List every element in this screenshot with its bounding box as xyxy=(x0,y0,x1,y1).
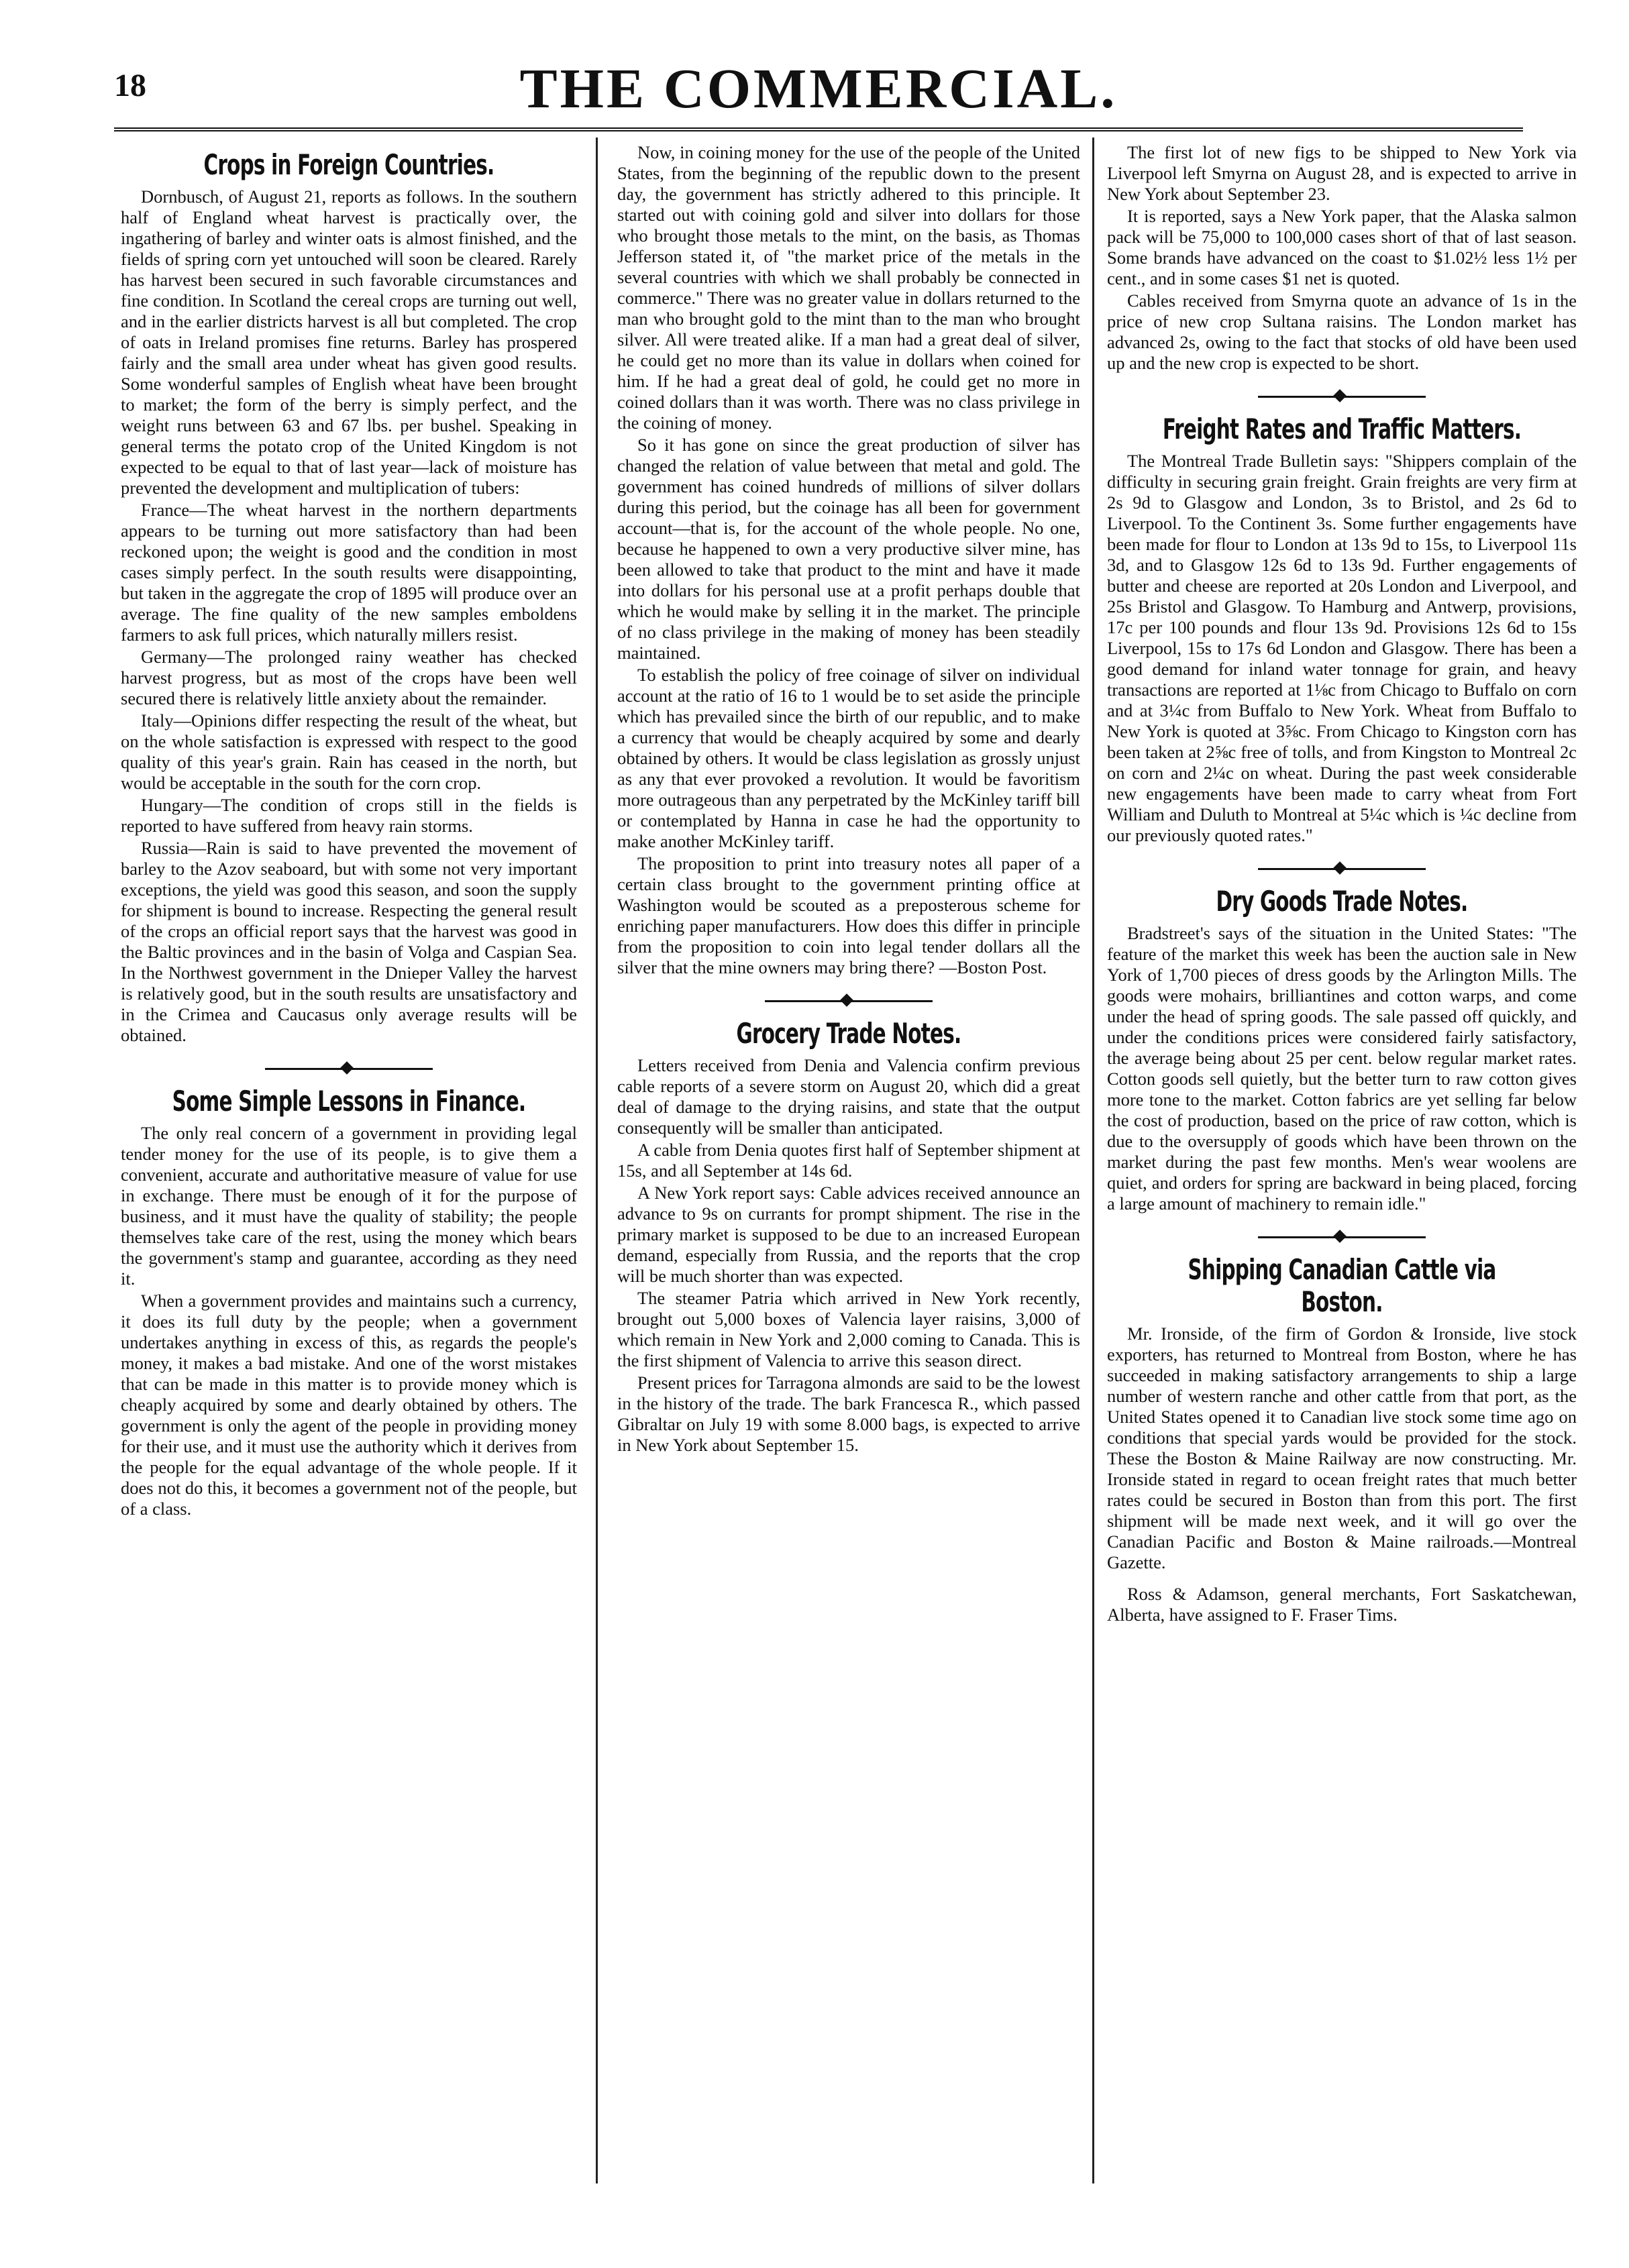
article-title: Freight Rates and Traffic Matters. xyxy=(1162,413,1522,445)
paragraph: France—The wheat harvest in the northern departments appears to be turning out more satisfactory than had been reckoned upon; the weight is good and the condition in most cases simply perfect. In the south results were disappointing, but taken in the aggregate the crop of 1895 will produce over an average. The fine quality of the new samples emboldens farmers to ask full prices, which naturally millers resist. xyxy=(121,500,577,645)
article-title: Some Simple Lessons in Finance. xyxy=(172,1085,526,1118)
column-2 xyxy=(617,142,1080,2181)
paragraph: Ross & Adamson, general merchants, Fort Saskatchewan, Alberta, have assigned to F. Fraser Tims. xyxy=(1107,1584,1577,1625)
paragraph: It is reported, says a New York paper, that the Alaska salmon pack will be 75,000 to 100,000 cases short of that of last season. Some brands have advanced on the coast to $1.02½ less 1½ per cent., and in some cases $1 net is quoted. xyxy=(1107,206,1577,288)
section-divider xyxy=(617,990,1080,1011)
column-1 xyxy=(121,142,577,2181)
paragraph: The only real concern of a government in providing legal tender money for the use of its people, is to give them a convenient, accurate and authoritative measure of value for use in exchange. There must be enough of it for the purpose of business, and it must have the quality of stability; the people themselves take care of the rest, using the money which bears the government's stamp and guarantee, according as they need it. xyxy=(121,1123,577,1289)
article-title: Dry Goods Trade Notes. xyxy=(1216,885,1468,918)
paragraph: Germany—The prolonged rainy weather has checked harvest progress, but as most of the crops have been well secured there is relatively little anxiety about the remainder. xyxy=(121,647,577,708)
article-crops xyxy=(121,149,577,1046)
article-freight xyxy=(1107,413,1577,846)
section-divider xyxy=(121,1058,577,1079)
masthead-rule xyxy=(114,127,1523,131)
paragraph: When a government provides and maintains such a currency, it does its full duty by the people; when a government undertakes anything in excess of this, as regards the people's money, it makes a bad mistake. And one of the worst mistakes that can be made in this matter is to provide money which is cheaply acquired by some and dearly obtained by others. The government is only the agent of the people in providing money for their use, and it must use the authority which it derives from the people for the equal advantage of the whole people. If it does not do this, it becomes a government not of the people, but of a class. xyxy=(121,1291,577,1519)
paragraph: The proposition to print into treasury notes all paper of a certain class brought to the government printing office at Washington would be scouted as a preposterous scheme for enriching paper manufacturers. How does this differ in principle from the proposition to coin into legal tender dollars all the silver that the mine owners may bring there? —Boston Post. xyxy=(617,853,1080,977)
paragraph: Dornbusch, of August 21, reports as follows. In the southern half of England wheat harvest is practically over, the ingathering of barley and winter oats is almost finished, and the fields of spring corn yet untouched will soon be cleared. Rarely has harvest been secured in such favorable circumstances and fine condition. In Scotland the cereal crops are turning out well, and in the earlier districts harvest is all but completed. The crop of oats in Ireland promises fine returns. Barley has prospered fairly and the small area under wheat has given good results. Some wonderful samples of English wheat have been brought to market; the form of the berry is simply perfect, and the weight runs between 63 and 67 lbs. per bushel. Speaking in general terms the potato crop of the United Kingdom is not expected to be equal to that of last year—lack of moisture has prevented the development and multiplication of tubers: xyxy=(121,186,577,498)
page-number: 18 xyxy=(114,68,146,103)
section-divider xyxy=(1107,1226,1577,1247)
column-rule xyxy=(1092,138,1094,2183)
paragraph: Cables received from Smyrna quote an advance of 1s in the price of new crop Sultana raisins. The London market has advanced 2s, owing to the fact that stocks of old have been used up and the new crop is expected to be short. xyxy=(1107,290,1577,373)
paragraph: Mr. Ironside, of the firm of Gordon & Ironside, live stock exporters, has returned to Montreal from Boston, where he has succeeded in making satisfactory arrangements to ship a large number of western ranche and other cattle from that port, as the United States opened it to Canadian live stock some time ago on conditions that special yards would be provided for the stock. These the Boston & Maine Railway are now constructing. Mr. Ironside stated in regard to ocean freight rates that much better rates could be secured in Boston than from this port. The first shipment will be made next week, and it will go over the Canadian Pacific and Boston & Maine railroads.—Montreal Gazette. xyxy=(1107,1324,1577,1572)
paragraph: Now, in coining money for the use of the people of the United States, from the beginning of the republic down to the present day, the government has strictly adhered to this principle. It started out with coining gold and silver into dollars for those who brought those metals to the mint, on the basis, as Thomas Jefferson stated it, of "the market price of the metals in the several countries with which we shall probably be connected in commerce." There was no greater value in dollars returned to the man who brought gold to the mint than to the man who brought silver. All were treated alike. If a man had a great deal of silver, he could get no more than its value in dollars when coined for him. If he had a great deal of gold, he could get no more in coined dollars than it was worth. There was no class privilege in the coining of money. xyxy=(617,142,1080,433)
paragraph: So it has gone on since the great production of silver has changed the relation of value between that metal and gold. The government has coined hundreds of millions of silver dollars during this period, but the coinage has all been for government account—that is, for the account of the whole people. No one, because he happened to own a very productive silver mine, has been allowed to take that product to the mint and have it made into dollars for his personal use at a profit perhaps double that which he would make by selling it in the market. The principle of no class privilege in the making of money has been steadily maintained. xyxy=(617,435,1080,663)
newspaper-title: THE COMMERCIAL. xyxy=(519,58,1118,120)
paragraph: Bradstreet's says of the situation in the United States: "The feature of the market this week has been the auction sale in New York of 1,700 pieces of dress goods by the Arlington Mills. The goods were mohairs, brilliantines and cotton warps, and come under the head of spring goods. The sale passed off quickly, and under the conditions prices were considered fairly satisfactory, the average being about 25 per cent. below regular market rates. Cotton goods sell quietly, but the better turn to raw cotton gives more tone to the market. Cotton fabrics are yet selling far below the cost of production, based on the price of raw cotton, which is due to the oversupply of goods which have been thrown on the market during the past few months. Men's wear woolens are quiet, and orders for spring are backward in being placed, forcing a large amount of machinery to remain idle." xyxy=(1107,923,1577,1213)
paragraph: The Montreal Trade Bulletin says: "Shippers complain of the difficulty in securing grain freight. Grain freights are very firm at 2s 9d to Glasgow and London, 3s to Bristol, and 2s 6d to Liverpool. To the Continent 3s. Some further engagements have been made for flour to London at 13s 9d to 15s, to Liverpool 11s 3d, and to Glasgow 12s 6d to 13s 9d. Further engagements of butter and cheese are reported at 20s London and Liverpool, and 25s Bristol and Glasgow. To Hamburg and Antwerp, provisions, 17c per 100 pounds and flour 13s 9d. Provisions 12s 6d to 15s Liverpool, 15s to 17s 6d London and Glasgow. There has been a good demand for inland water tonnage for grain, and heavy transactions are reported at 1⅛c from Chicago to Buffalo on corn and at 3¼c from Buffalo to New York. Wheat from Buffalo to New York is quoted at 3⅝c. From Chicago to Kingston corn has been taken at 2⅝c free of tolls, and from Kingston to Montreal 2c on corn and 2¼c on wheat. During the past week considerable new engagements have been made to carry wheat from Fort William and Duluth to Montreal at 5¼c which is ¼c decline from our previously quoted rates." xyxy=(1107,451,1577,845)
paragraph: The first lot of new figs to be shipped to New York via Liverpool left Smyrna on August 28, and is expected to arrive in New York about September 23. xyxy=(1107,142,1577,204)
paragraph: Present prices for Tarragona almonds are said to be the lowest in the history of the trade. The bark Francesca R., which passed Gibraltar on July 19 with some 8.000 bags, is expected to arrive in New York about September 15. xyxy=(617,1372,1080,1455)
article-title: Grocery Trade Notes. xyxy=(736,1017,961,1050)
paragraph: To establish the policy of free coinage of silver on individual account at the ratio of 16 to 1 would be to set aside the principle which has prevailed since the birth of our republic, and to make a currency that would be cheaply acquired by some and dearly obtained by others. It would be class legislation as grossly unjust as any that ever provoked a revolution. It would be favoritism more outrageous than any perpetrated by the McKinley tariff bill or contemplated by Hanna in case he had the opportunity to make another McKinley tariff. xyxy=(617,665,1080,851)
paragraph: Letters received from Denia and Valencia confirm previous cable reports of a severe storm on August 20, which did a great deal of damage to the drying raisins, and state that the output consequently will be smaller than anticipated. xyxy=(617,1055,1080,1138)
column-rule xyxy=(596,138,598,2183)
section-divider xyxy=(1107,386,1577,407)
paragraph: A New York report says: Cable advices received announce an advance to 9s on currants for prompt shipment. The rise in the primary market is supposed to be due to an increased European demand, especially from Russia, and the reports that the crop will be much shorter than was expected. xyxy=(617,1183,1080,1286)
article-grocery xyxy=(617,1018,1080,1456)
paragraph: A cable from Denia quotes first half of September shipment at 15s, and all September at 14s 6d. xyxy=(617,1140,1080,1181)
article-title: Crops in Foreign Countries. xyxy=(203,148,494,181)
masthead xyxy=(114,55,1523,136)
section-divider xyxy=(1107,858,1577,879)
paragraph: The steamer Patria which arrived in New York recently, brought out 5,000 boxes of Valencia layer raisins, 3,000 of which remain in New York and 2,000 coming to Canada. This is the first shipment of Valencia to arrive this season direct. xyxy=(617,1288,1080,1370)
paragraph: Italy—Opinions differ respecting the result of the wheat, but on the whole satisfaction is expressed with respect to the good quality of this year's grain. Rain has ceased in the north, but would be acceptable in the south for the corn crop. xyxy=(121,710,577,793)
article-finance xyxy=(121,1085,577,1519)
article-title: Shipping Canadian Cattle via Boston. xyxy=(1188,1253,1496,1318)
paragraph: Russia—Rain is said to have prevented the movement of barley to the Azov seaboard, but with some not very important exceptions, the yield was good this season, and soon the supply for shipment is bound to increase. Respecting the general result of the crops an official report says that the harvest was good in the Baltic provinces and in the basin of Volga and Caspian Sea. In the Northwest government in the Dnieper Valley the harvest is relatively good, but in the south results are unsatisfactory and in the Crimea and Caucasus only average results will be obtained. xyxy=(121,838,577,1045)
article-drygoods xyxy=(1107,885,1577,1214)
column-3 xyxy=(1107,142,1577,2181)
paragraph: Hungary—The condition of crops still in the fields is reported to have suffered from heavy rain storms. xyxy=(121,795,577,836)
article-cattle xyxy=(1107,1254,1577,1625)
